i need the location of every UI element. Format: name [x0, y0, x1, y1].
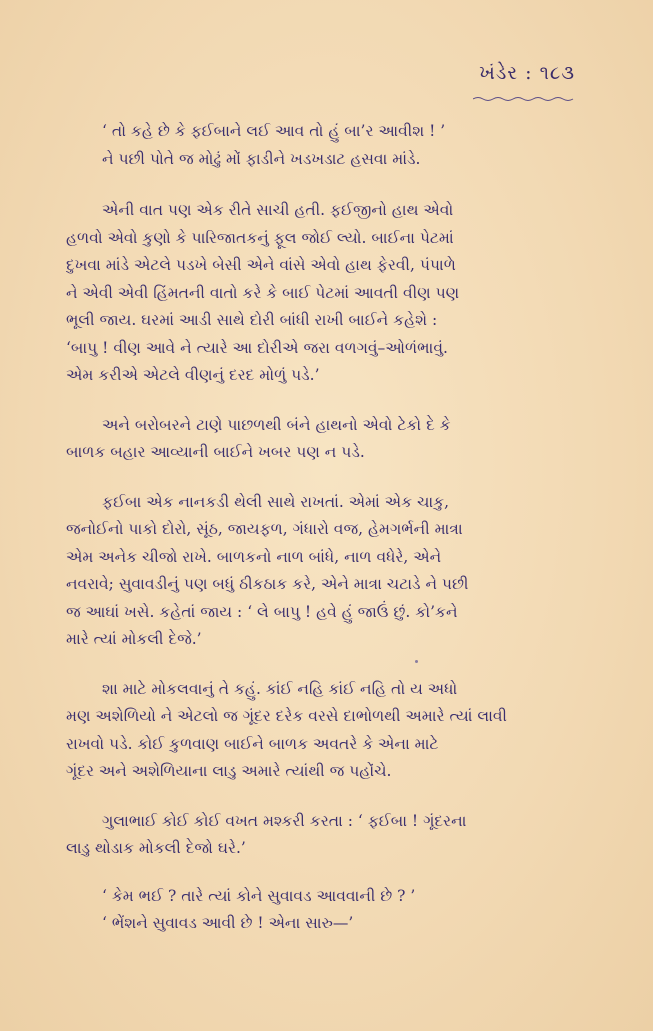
text-line: ભૂલી જાય. ઘરમાં આડી સાથે દોરી બાંધી રાખી બાઈને કહેશે : — [66, 311, 438, 329]
paragraph — [66, 412, 586, 467]
text-line: ‘બાપુ ! વીણ આવે ને ત્યારે આ દોરીએ જરા વળગવું–ઓળંભાવું. — [66, 338, 448, 357]
text-line: ગુલાભાઈ કોઈ કોઈ વખત મશ્કરી કરતા : ‘ ફઈબા ! ગૂંદરના — [102, 811, 467, 830]
text-line: અને બરોબરને ટાણે પાછળથી બંને હાથનો એવો ટેકો દે કે — [102, 415, 451, 434]
text-line: એમ અનેક ચીજો રાખે. બાળકનો નાળ બાંધે, નાળ વધેરે, એને — [66, 547, 442, 566]
text-line: બાળક બહાર આવ્યાની બાઈને ખબર પણ ન પડે. — [66, 443, 365, 461]
text-line: ‘ તો કહે છે કે ફઈબાને લઈ આવ તો હું બા’ર આવીશ ! ’ — [102, 122, 446, 140]
paragraph — [66, 676, 586, 786]
paragraph — [66, 910, 586, 938]
text-line: ‘ ભેંશને સુવાવડ આવી છે ! એના સારુ—’ — [102, 914, 354, 932]
text-line: ‘ કેમ ભઈ ? તારે ત્યાં કોને સુવાવડ આવવાની છે ? ’ — [102, 886, 416, 905]
text-line: નવરાવે; સુવાવડીનું પણ બધું ઠીકઠાક કરે, એને માત્રા ચટાડે ને પછી — [66, 575, 469, 593]
text-line: શા માટે મોકલવાનું તે કહું. કાંઈ નહિ કાંઈ નહિ તો ય અધો — [102, 679, 458, 698]
text-line: ને એવી એવી હિંમતની વાતો કરે કે બાઈ પેટમાં આવતી વીણ પણ — [66, 283, 460, 302]
text-line: એમ કરીએ એટલે વીણનું દરદ મોળું પડે.’ — [66, 366, 320, 384]
text-line: એની વાત પણ એક રીતે સાચી હતી. ફઈજીનો હાથ એવો — [102, 201, 454, 219]
text-line: ફઈબા એક નાનકડી થેલી સાથે રાખતાં. એમાં એક ચાકુ, — [102, 492, 450, 511]
body-text — [66, 118, 586, 938]
text-line: દુખવા માંડે એટલે પડખે બેસી એને વાંસે એવો હાથ ફેરવી, પંપાળે — [66, 256, 456, 274]
text-line: ને પછી પોતે જ મોઢું મોં ફાડીને ખડખડાટ હસવા માંડે. — [102, 149, 421, 168]
paragraph — [66, 197, 586, 390]
text-line: જ આઘાં ખસે. કહેતાં જાય : ‘ લે બાપુ ! હવે હું જાઉં છું. કો’કને — [66, 602, 458, 621]
header-wavy-underline — [473, 96, 575, 102]
paragraph — [66, 118, 586, 173]
paragraph — [66, 489, 586, 654]
text-line: જનોઈનો પાકો દોરો, સૂંઠ, જાયફળ, ગંધારો વજ, હેમગર્ભની માત્રા — [66, 520, 463, 538]
paragraph — [66, 883, 586, 911]
text-line: ગૂંદર અને અશેળિયાના લાડુ અમારે ત્યાંથી જ પહોંચે. — [66, 762, 392, 780]
text-line: મણ અશેળિયો ને એટલો જ ગૂંદર દરેક વરસે દાભોળથી અમારે ત્યાં લાવી — [66, 707, 507, 725]
text-line: હળવો એવો કુણો કે પારિજાતકનું ફૂલ જોઈ લ્યો. બાઈના પેટમાં — [66, 228, 454, 247]
text-line: રાખવો પડે. કોઈ કુળવાણ બાઈને બાળક અવતરે કે એના માટે — [66, 734, 439, 753]
print-speck — [415, 660, 418, 663]
text-line: લાડુ થોડાક મોકલી દેજો ઘરે.’ — [66, 839, 246, 857]
paragraph — [66, 808, 586, 863]
page-header: ખંડેર : ૧૮૩ — [479, 62, 575, 84]
text-line: મારે ત્યાં મોકલી દેજે.’ — [66, 630, 202, 648]
